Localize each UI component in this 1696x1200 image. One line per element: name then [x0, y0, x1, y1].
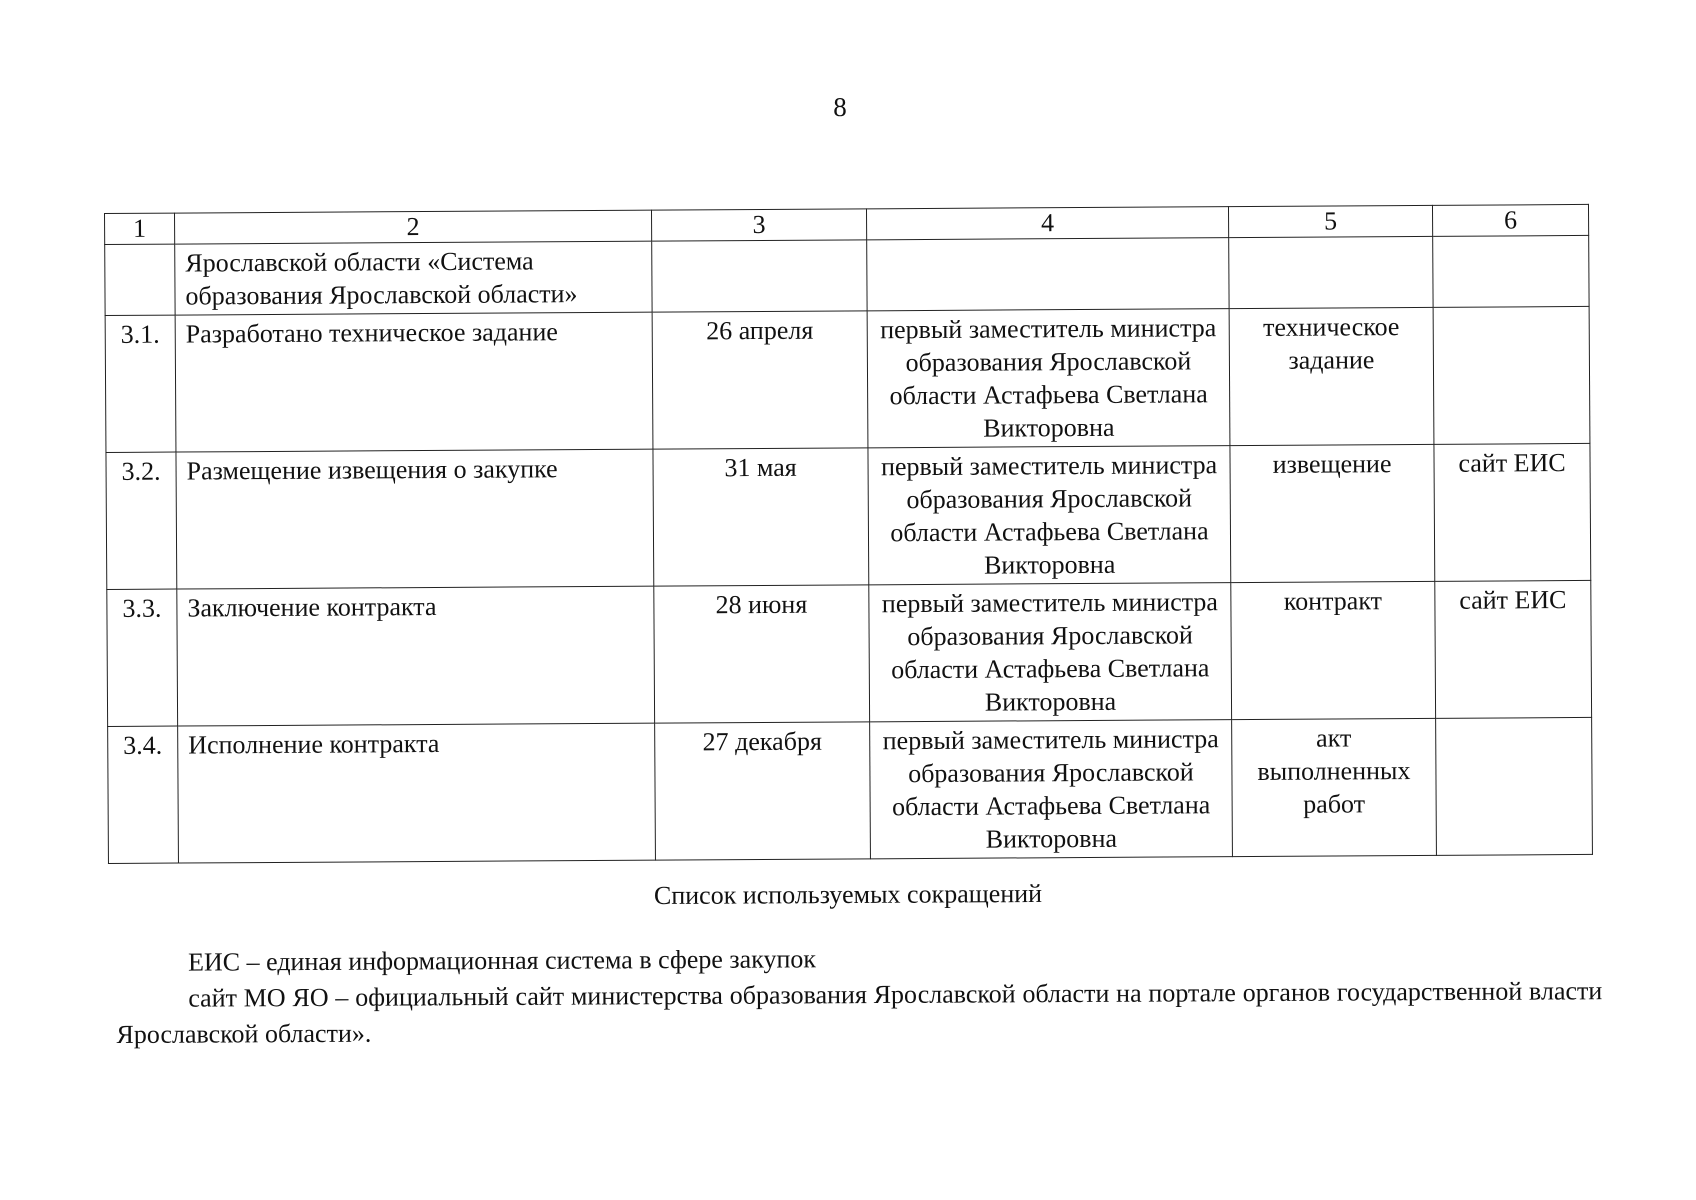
place-cell	[1436, 717, 1593, 855]
event-cell: Ярославской области «Система образования Ярославской области»	[175, 241, 652, 315]
date-cell: 26 апреля	[652, 311, 868, 449]
event-cell: Разработано техническое задание	[175, 312, 653, 452]
responsible-cell: первый заместитель министра образования Ярославской области Астафьева Светлана Викторовна	[869, 583, 1232, 722]
row-number: 3.3.	[107, 589, 178, 726]
result-cell: извещение	[1230, 444, 1435, 582]
result-cell: контракт	[1231, 581, 1436, 719]
table-row	[105, 235, 1589, 315]
abbreviations-list	[116, 937, 1603, 1053]
place-cell: сайт ЕИС	[1435, 580, 1592, 718]
column-header: 5	[1228, 205, 1432, 237]
event-cell: Исполнение контракта	[178, 723, 656, 863]
result-cell	[1229, 236, 1433, 308]
responsible-cell: первый заместитель министра образования Ярославской области Астафьева Светлана Викторовна	[868, 446, 1231, 585]
responsible-cell: первый заместитель министра образования Ярославской области Астафьева Светлана Викторовна	[870, 720, 1233, 859]
column-header: 4	[866, 207, 1228, 240]
place-cell	[1433, 235, 1589, 307]
page-number: 8	[833, 92, 847, 122]
table-row	[105, 306, 1590, 452]
abbreviation-item: сайт МО ЯО – официальный сайт министерства образования Ярославской области на портале органов государственной власти Ярославской области».	[116, 976, 1603, 1049]
row-number	[105, 244, 175, 315]
table-row	[107, 580, 1592, 726]
date-cell: 27 декабря	[655, 722, 871, 860]
result-cell: акт выполненных работ	[1232, 718, 1437, 856]
date-cell: 28 июня	[654, 585, 870, 723]
column-header: 1	[105, 213, 175, 244]
plan-table	[104, 204, 1593, 864]
column-header: 3	[651, 209, 866, 241]
plan-table-wrapper	[104, 204, 1592, 864]
date-cell	[652, 240, 867, 312]
row-number: 3.1.	[105, 315, 176, 452]
abbreviations-title: Список используемых сокращений	[653, 878, 1043, 911]
row-number: 3.2.	[106, 452, 177, 589]
table-row	[108, 717, 1593, 863]
column-header: 6	[1432, 204, 1588, 236]
event-cell: Заключение контракта	[177, 586, 655, 726]
table-row	[106, 443, 1591, 589]
responsible-cell	[867, 238, 1229, 311]
place-cell: сайт ЕИС	[1434, 443, 1591, 581]
event-cell: Размещение извещения о закупке	[176, 449, 654, 589]
column-header: 2	[175, 210, 652, 244]
responsible-cell: первый заместитель министра образования Ярославской области Астафьева Светлана Викторовна	[867, 309, 1230, 448]
place-cell	[1433, 306, 1590, 444]
result-cell: техническое задание	[1229, 307, 1434, 445]
row-number: 3.4.	[108, 726, 179, 863]
date-cell: 31 мая	[653, 448, 869, 586]
abbreviation-item: ЕИС – единая информационная система в сфере закупок	[188, 944, 817, 977]
